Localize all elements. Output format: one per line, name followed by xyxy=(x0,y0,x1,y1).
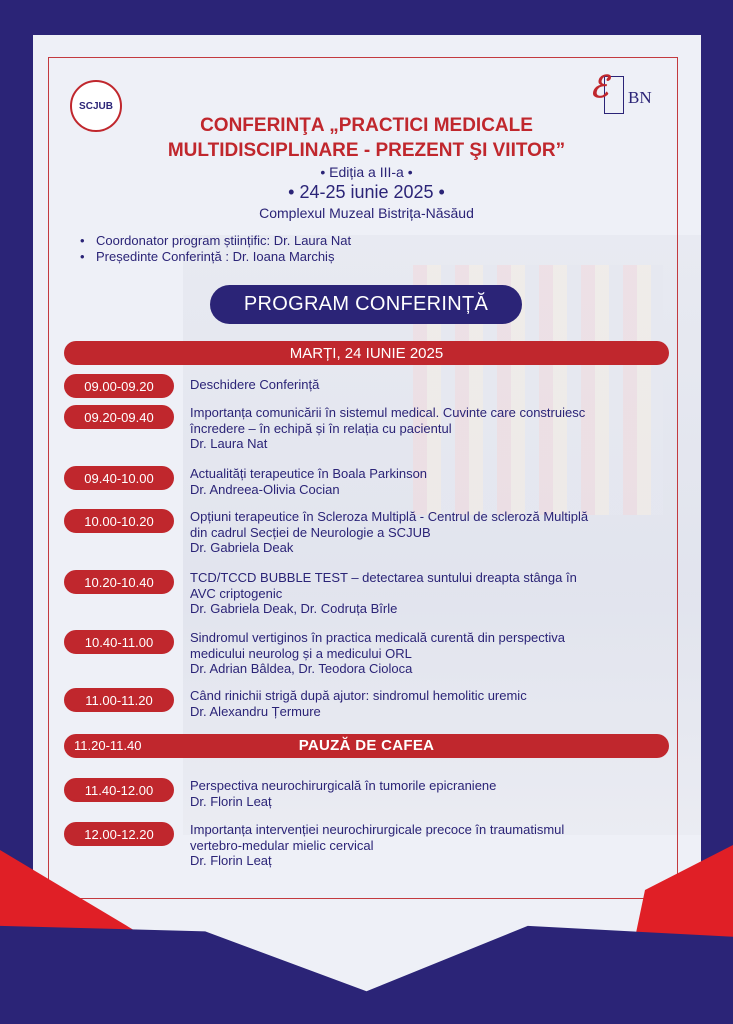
session-time: 10.40-11.00 xyxy=(64,630,174,654)
session-speaker: Dr. Laura Nat xyxy=(190,436,268,451)
session-time: 11.00-11.20 xyxy=(64,688,174,712)
cmbn-logo-mark: ℰ xyxy=(590,71,609,104)
session-title: Când rinichii strigă după ajutor: sindromul hemolitic uremic xyxy=(190,688,527,703)
session-speaker: Dr. Gabriela Deak xyxy=(190,540,294,555)
session-speaker: Dr. Adrian Bâldea, Dr. Teodora Cioloca xyxy=(190,661,413,676)
session-title-cont: AVC criptogenic xyxy=(190,585,283,601)
session-title: Perspectiva neurochirurgicală în tumorile epicraniene xyxy=(190,778,497,793)
cmbn-logo-text: BN xyxy=(628,88,652,107)
session-description xyxy=(190,822,670,869)
session-time: 09.00-09.20 xyxy=(64,374,174,398)
session-time: 09.40-10.00 xyxy=(64,466,174,490)
coordinator-item: • Coordonator program științific: Dr. Laura Nat xyxy=(80,233,351,249)
venue-label: Complexul Muzeal Bistrița-Năsăud xyxy=(259,205,474,221)
conference-dates: • 24-25 iunie 2025 • xyxy=(288,182,445,202)
day-heading: MARȚI, 24 IUNIE 2025 xyxy=(64,341,669,365)
session-title: Importanța comunicării în sistemul medical. Cuvinte care construiesc xyxy=(190,405,586,420)
session-title: TCD/TCCD BUBBLE TEST – detectarea suntului dreapta stânga în xyxy=(190,570,577,585)
session-speaker: Dr. Gabriela Deak, Dr. Codruța Bîrle xyxy=(190,601,398,616)
program-heading: PROGRAM CONFERINȚĂ xyxy=(210,285,522,324)
president-item: • Președinte Conferință : Dr. Ioana Marchiș xyxy=(80,249,351,265)
session-description xyxy=(190,778,670,809)
session-title: Importanța intervenției neurochirurgicale precoce în traumatismul xyxy=(190,822,565,837)
session-title: Opțiuni terapeutice în Scleroza Multiplă - Centrul de scleroză Multiplă xyxy=(190,509,589,524)
session-title-cont: încredere – în echipă și în relația cu pacientul xyxy=(190,420,452,436)
session-title: Deschidere Conferință xyxy=(190,377,320,392)
cmbn-logo xyxy=(590,70,665,118)
session-speaker: Dr. Alexandru Țermure xyxy=(190,703,321,719)
session-title-cont: medicului neurolog și a medicului ORL xyxy=(190,645,412,661)
session-description xyxy=(190,405,670,452)
session-time: 12.00-12.20 xyxy=(64,822,174,846)
session-description xyxy=(190,688,670,719)
coffee-break-label: PAUZĂ DE CAFEA xyxy=(298,737,435,754)
coffee-break-bar xyxy=(64,734,669,758)
title-line-1: CONFERINŢA „PRACTICI MEDICALE xyxy=(200,115,533,136)
title-line-2: MULTIDISCIPLINARE - PREZENT ŞI VIITOR” xyxy=(167,140,566,161)
session-description xyxy=(190,630,670,677)
session-title: Actualități terapeutice în Boala Parkinson xyxy=(190,466,428,481)
session-speaker: Dr. Andreea-Olivia Cocian xyxy=(190,481,340,497)
session-description xyxy=(190,509,670,556)
session-time: 09.20-09.40 xyxy=(64,405,174,429)
session-title-cont: din cadrul Secției de Neurologie a SCJUB xyxy=(190,524,431,540)
session-title-cont: vertebro-medular mielic cervical xyxy=(190,837,374,853)
session-time: 10.20-10.40 xyxy=(64,570,174,594)
session-speaker: Dr. Florin Leaț xyxy=(190,853,272,868)
session-time: 10.00-10.20 xyxy=(64,509,174,533)
session-description xyxy=(190,570,670,617)
session-time: 11.40-12.00 xyxy=(64,778,174,802)
organizers-list xyxy=(80,233,351,265)
session-description xyxy=(190,466,670,497)
session-title: Sindromul vertiginos în practica medicală curentă din perspectiva xyxy=(190,630,566,645)
session-speaker: Dr. Florin Leaț xyxy=(190,793,272,809)
coffee-break-time: 11.20-11.40 xyxy=(74,738,142,753)
edition-label: • Ediția a III-a • xyxy=(320,164,413,180)
session-description xyxy=(190,377,670,393)
scjub-logo-text: SCJUB xyxy=(79,100,113,112)
